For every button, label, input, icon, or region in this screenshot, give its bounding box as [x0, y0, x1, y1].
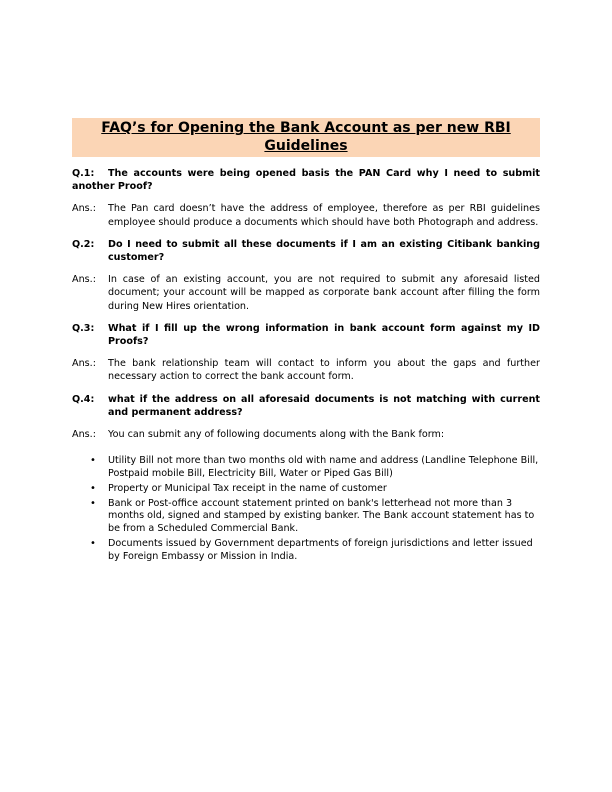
list-item-text: Utility Bill not more than two months old with name and address (Landline Telephone Bill, Postpaid mobile Bill, Electricity Bill, Water or Piped Gas Bill)	[108, 455, 539, 480]
document-list	[72, 455, 540, 563]
answer-text: You can submit any of following documents along with the Bank form:	[108, 429, 445, 441]
question-text: The accounts were being opened basis the PAN Card why I need to submit another Proof?	[72, 168, 540, 193]
question-label: Q.3:	[72, 322, 95, 334]
faq-question-2	[72, 238, 540, 264]
faq-answer-3	[72, 357, 540, 383]
list-item	[72, 483, 540, 496]
document-page	[72, 118, 540, 566]
bullet-icon: •	[90, 455, 96, 467]
answer-text: The Pan card doesn’t have the address of employee, therefore as per RBI guidelines employee should produce a documents which should have both Photograph and address.	[108, 203, 540, 228]
question-text: What if I fill up the wrong information in bank account form against my ID Proofs?	[108, 322, 540, 348]
list-item	[72, 498, 540, 536]
answer-label: Ans.:	[72, 429, 96, 441]
faq-question-3	[72, 322, 540, 348]
faq-question-1	[72, 167, 540, 193]
answer-label: Ans.:	[72, 274, 96, 286]
question-text: what if the address on all aforesaid documents is not matching with current and permanent address?	[108, 393, 540, 418]
faq-answer-1	[72, 202, 540, 228]
list-item-text: Bank or Post-office account statement printed on bank's letterhead not more than 3 months old, signed and stamped by existing banker. The Bank account statement has to be from a Scheduled Commercial Bank.	[108, 497, 535, 535]
answer-text: In case of an existing account, you are not required to submit any aforesaid listed document; your account will be mapped as corporate bank account after filling the form during New Hires orientation.	[108, 274, 540, 312]
answer-text: The bank relationship team will contact to inform you about the gaps and further necessary action to correct the bank account form.	[108, 358, 540, 383]
answer-label: Ans.:	[72, 358, 96, 370]
question-label: Q.4:	[72, 393, 95, 405]
question-label: Q.2:	[72, 238, 95, 250]
bullet-icon: •	[90, 538, 96, 550]
list-item	[72, 538, 540, 564]
question-text: Do I need to submit all these documents if I am an existing Citibank banking customer?	[108, 238, 540, 264]
faq-question-4	[72, 393, 540, 419]
list-item	[72, 455, 540, 481]
list-item-text: Documents issued by Government departments of foreign jurisdictions and letter issued by Foreign Embassy or Mission in India.	[108, 538, 533, 562]
faq-answer-2	[72, 273, 540, 313]
page-title: FAQ’s for Opening the Bank Account as per new RBI Guidelines	[101, 120, 511, 154]
faq-answer-4	[72, 428, 540, 441]
list-item-text: Property or Municipal Tax receipt in the name of customer	[108, 482, 387, 494]
title-banner	[72, 118, 540, 157]
question-label: Q.1:	[72, 168, 95, 179]
answer-label: Ans.:	[72, 203, 96, 215]
bullet-icon: •	[90, 497, 96, 509]
bullet-icon: •	[90, 482, 96, 494]
